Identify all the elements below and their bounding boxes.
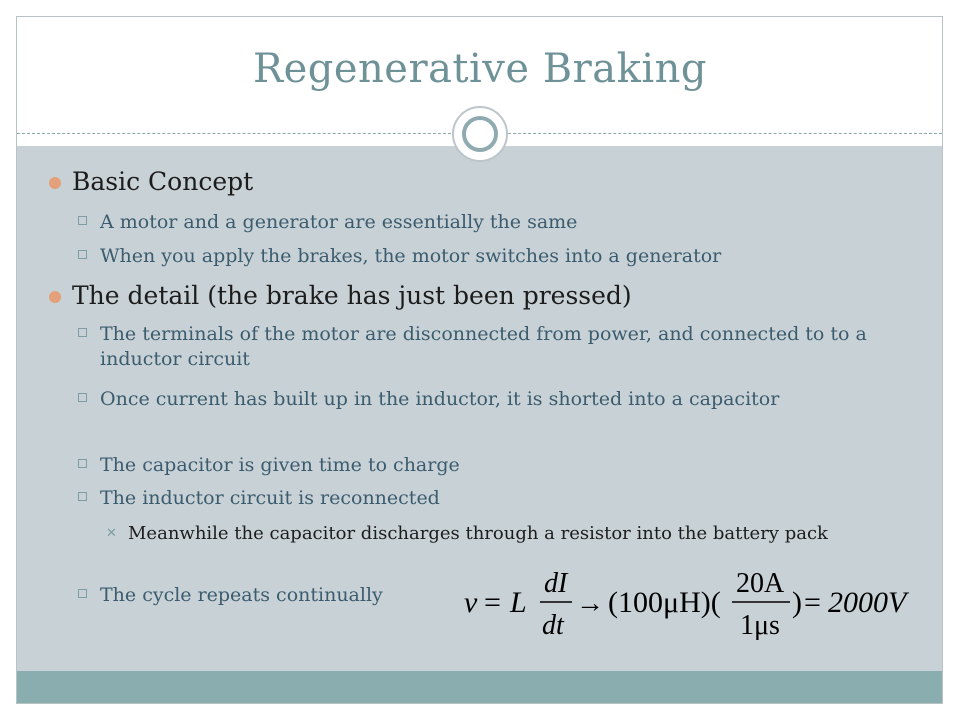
formula-term1: (100μH)( [608,586,721,619]
sub-sub-bullet-text: Meanwhile the capacitor discharges through a resistor into the battery pack [128,523,828,544]
formula-equals: = [484,586,501,619]
sub-bullet-text: The terminals of the motor are disconnected from power, and connected to to a inductor circuit [100,323,867,370]
formula-arrow: → [576,588,604,619]
formula-L: L [510,586,527,619]
sub-bullet-text: A motor and a generator are essentially the same [100,211,578,233]
sub-bullet [100,453,900,478]
slide-title: Regenerative Braking [252,46,708,92]
circle-ornament-icon [452,106,508,162]
square-bullet-icon [78,589,87,598]
square-bullet-icon [78,250,87,259]
cross-bullet-icon: ✕ [106,526,117,541]
inductor-voltage-formula [460,558,920,648]
formula-numerator-dI: dI [544,568,568,599]
sub-sub-bullet [106,521,918,546]
formula-numerator-current: 20A [736,568,785,599]
bullet-detail [72,281,632,310]
formula-v: v [464,586,478,619]
square-bullet-icon [78,216,87,225]
formula-close-paren: ) [792,586,802,619]
sub-bullet-text: The inductor circuit is reconnected [100,487,440,509]
footer-band [17,671,942,703]
sub-bullet-text: When you apply the brakes, the motor switches into a generator [100,245,722,267]
square-bullet-icon [78,393,87,402]
sub-bullet-text: The cycle repeats continually [100,584,383,606]
sub-bullet [100,322,900,372]
bullet-basic-concept [72,167,253,196]
sub-bullet [100,210,900,235]
formula-denominator-time: 1μs [740,610,780,641]
square-bullet-icon [78,459,87,468]
formula-denominator-dt: dt [542,610,564,641]
sub-bullet [100,387,900,412]
formula-equals-2: = [804,586,821,619]
square-bullet-icon [78,328,87,337]
bullet-text: Basic Concept [72,167,254,196]
sub-bullet [100,244,900,269]
formula-result: 2000V [828,586,907,619]
square-bullet-icon [78,492,87,501]
sub-bullet-text: The capacitor is given time to charge [100,454,460,476]
bullet-dot-icon [49,291,61,303]
sub-bullet [100,486,900,511]
bullet-dot-icon [49,177,61,189]
sub-bullet-text: Once current has built up in the inductor, it is shorted into a capacitor [100,388,780,410]
bullet-text: The detail (the brake has just been pressed) [72,281,632,310]
